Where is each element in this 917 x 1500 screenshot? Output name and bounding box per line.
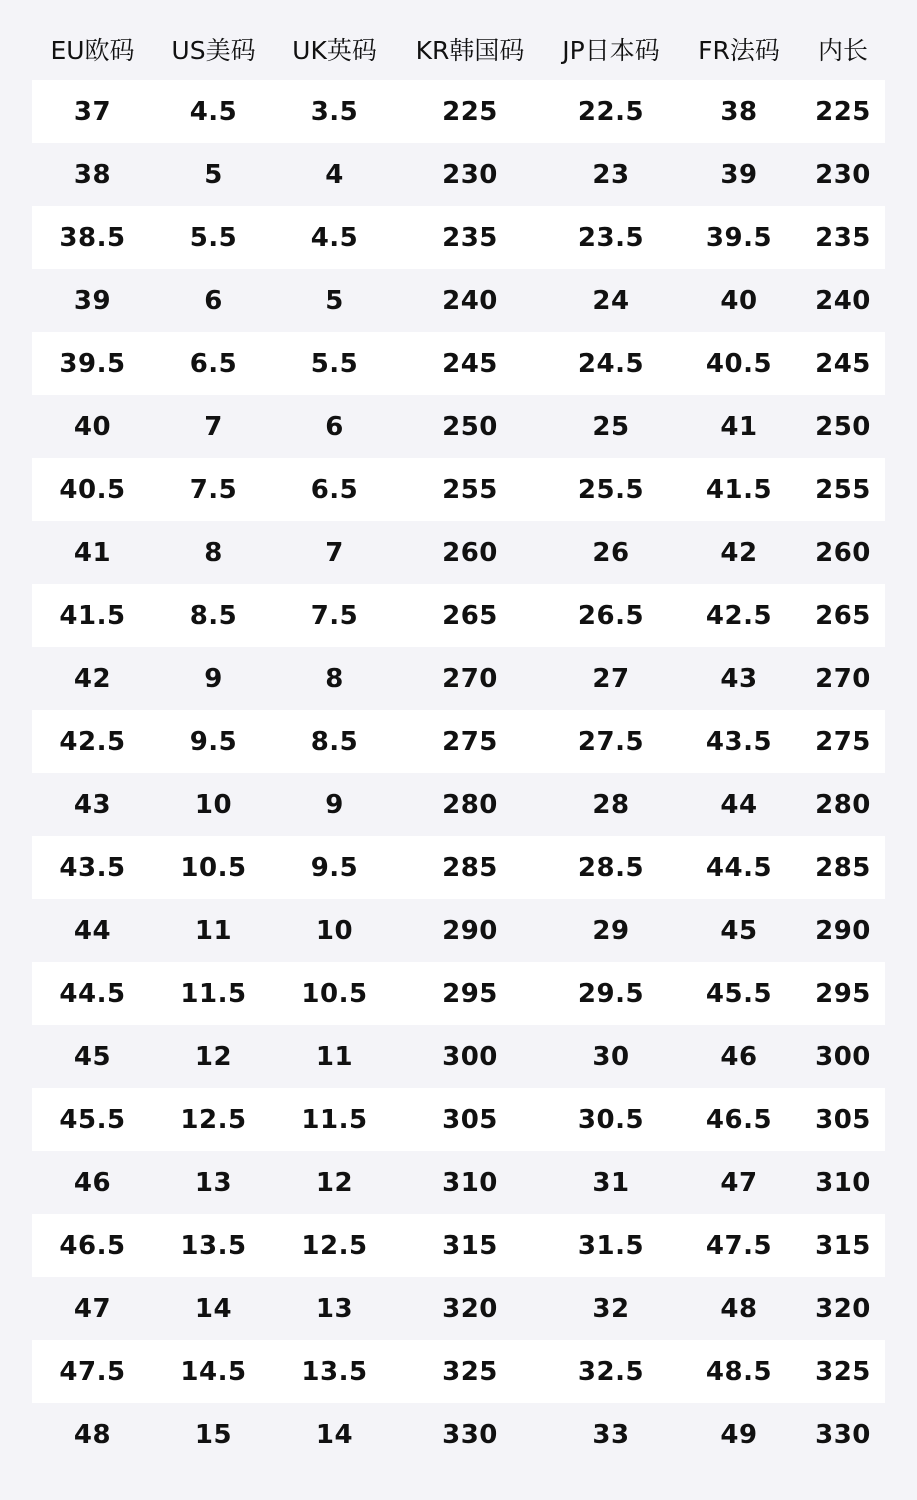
cell-jp: 23.5 (577, 222, 645, 253)
cell-eu: 40.5 (59, 474, 126, 505)
cell-uk: 12 (315, 1167, 354, 1198)
cell-eu: 41 (73, 537, 112, 568)
cell-inner-length: 225 (815, 96, 871, 127)
cell-fr: 43 (720, 663, 758, 694)
cell-eu: 47.5 (59, 1356, 126, 1387)
table-row (32, 710, 885, 773)
cell-jp: 22.5 (577, 96, 645, 127)
cell-uk: 7.5 (310, 600, 359, 631)
cell-inner-length: 300 (815, 1041, 871, 1072)
cell-uk: 8.5 (310, 726, 359, 757)
cell-eu: 46.5 (59, 1230, 126, 1261)
table-row (32, 1340, 885, 1403)
cell-eu: 41.5 (59, 600, 126, 631)
cell-jp: 27 (592, 663, 630, 694)
cell-eu: 46 (73, 1167, 112, 1198)
cell-us: 12 (194, 1041, 233, 1072)
table-row (32, 584, 885, 647)
cell-uk: 12.5 (301, 1230, 368, 1261)
cell-uk: 4.5 (310, 222, 359, 253)
table-body (32, 80, 885, 1466)
cell-inner-length: 260 (815, 537, 871, 568)
header-us: US美码 (171, 35, 256, 65)
cell-kr: 330 (442, 1419, 498, 1450)
cell-fr: 42 (720, 537, 758, 568)
cell-jp: 27.5 (577, 726, 645, 757)
table-header-row (32, 17, 885, 80)
cell-us: 4.5 (189, 96, 238, 127)
cell-kr: 265 (442, 600, 498, 631)
cell-us: 8 (204, 537, 223, 568)
header-uk: UK英码 (292, 35, 377, 65)
size-chart-table (32, 17, 885, 1466)
cell-inner-length: 285 (815, 852, 871, 883)
cell-uk: 4 (325, 159, 344, 190)
cell-eu: 44 (73, 915, 112, 946)
cell-inner-length: 325 (815, 1356, 871, 1387)
table-row (32, 458, 885, 521)
cell-fr: 41.5 (705, 474, 773, 505)
table-row (32, 836, 885, 899)
cell-inner-length: 255 (815, 474, 871, 505)
cell-eu: 39.5 (59, 348, 126, 379)
cell-kr: 240 (442, 285, 498, 316)
table-row (32, 647, 885, 710)
table-row (32, 521, 885, 584)
cell-kr: 260 (442, 537, 498, 568)
cell-inner-length: 275 (815, 726, 871, 757)
cell-fr: 48.5 (705, 1356, 773, 1387)
cell-eu: 45 (73, 1041, 112, 1072)
cell-eu: 38.5 (59, 222, 126, 253)
cell-jp: 32 (592, 1293, 630, 1324)
cell-jp: 28 (592, 789, 630, 820)
cell-us: 11.5 (180, 978, 247, 1009)
cell-uk: 5.5 (310, 348, 359, 379)
cell-fr: 42.5 (705, 600, 773, 631)
cell-us: 7 (204, 411, 223, 442)
cell-inner-length: 315 (815, 1230, 871, 1261)
cell-kr: 285 (442, 852, 498, 883)
cell-inner-length: 295 (815, 978, 871, 1009)
table-row (32, 332, 885, 395)
cell-fr: 39.5 (705, 222, 773, 253)
cell-inner-length: 290 (815, 915, 871, 946)
table-row (32, 1403, 885, 1466)
cell-us: 14 (194, 1293, 233, 1324)
cell-kr: 290 (442, 915, 498, 946)
header-inner-length: 内长 (817, 35, 868, 65)
cell-kr: 270 (442, 663, 498, 694)
cell-eu: 47 (73, 1293, 112, 1324)
cell-inner-length: 265 (815, 600, 871, 631)
cell-us: 5 (204, 159, 223, 190)
cell-uk: 8 (325, 663, 344, 694)
cell-jp: 33 (592, 1419, 630, 1450)
cell-us: 8.5 (189, 600, 238, 631)
cell-jp: 32.5 (577, 1356, 645, 1387)
table-row (32, 80, 885, 143)
cell-kr: 280 (442, 789, 498, 820)
cell-us: 10.5 (180, 852, 247, 883)
cell-eu: 43.5 (59, 852, 126, 883)
cell-jp: 26 (592, 537, 630, 568)
cell-jp: 28.5 (577, 852, 645, 883)
table-row (32, 962, 885, 1025)
cell-uk: 10 (315, 915, 354, 946)
cell-inner-length: 270 (815, 663, 871, 694)
cell-eu: 48 (73, 1419, 112, 1450)
cell-fr: 41 (720, 411, 758, 442)
cell-fr: 45.5 (705, 978, 773, 1009)
cell-fr: 44 (720, 789, 758, 820)
cell-fr: 47.5 (705, 1230, 773, 1261)
cell-kr: 325 (442, 1356, 498, 1387)
cell-us: 12.5 (180, 1104, 247, 1135)
cell-kr: 315 (442, 1230, 498, 1261)
cell-kr: 275 (442, 726, 498, 757)
cell-inner-length: 235 (815, 222, 871, 253)
cell-inner-length: 320 (815, 1293, 871, 1324)
cell-eu: 37 (73, 96, 112, 127)
cell-kr: 250 (442, 411, 498, 442)
cell-fr: 44.5 (705, 852, 773, 883)
cell-us: 13.5 (180, 1230, 247, 1261)
table-row (32, 1277, 885, 1340)
cell-kr: 305 (442, 1104, 498, 1135)
cell-eu: 40 (73, 411, 112, 442)
cell-us: 7.5 (189, 474, 238, 505)
cell-us: 11 (194, 915, 233, 946)
cell-us: 14.5 (180, 1356, 247, 1387)
cell-us: 10 (194, 789, 233, 820)
cell-kr: 245 (442, 348, 498, 379)
cell-uk: 6.5 (310, 474, 359, 505)
cell-uk: 10.5 (301, 978, 368, 1009)
header-fr: FR法码 (698, 35, 780, 65)
cell-jp: 26.5 (577, 600, 645, 631)
table-row (32, 773, 885, 836)
cell-jp: 23 (592, 159, 630, 190)
cell-jp: 29 (592, 915, 630, 946)
cell-inner-length: 305 (815, 1104, 871, 1135)
cell-jp: 29.5 (577, 978, 645, 1009)
cell-eu: 38 (73, 159, 112, 190)
table-row (32, 1088, 885, 1151)
table-row (32, 269, 885, 332)
cell-kr: 320 (442, 1293, 498, 1324)
cell-kr: 235 (442, 222, 498, 253)
cell-eu: 44.5 (59, 978, 126, 1009)
cell-fr: 38 (720, 96, 758, 127)
cell-eu: 45.5 (59, 1104, 126, 1135)
cell-kr: 295 (442, 978, 498, 1009)
cell-fr: 39 (720, 159, 758, 190)
table-row (32, 899, 885, 962)
cell-us: 6 (204, 285, 223, 316)
table-row (32, 395, 885, 458)
table-row (32, 1025, 885, 1088)
cell-uk: 13 (315, 1293, 354, 1324)
cell-inner-length: 310 (815, 1167, 871, 1198)
cell-fr: 49 (720, 1419, 758, 1450)
table-row (32, 206, 885, 269)
cell-uk: 5 (325, 285, 344, 316)
cell-us: 5.5 (189, 222, 238, 253)
cell-uk: 7 (325, 537, 344, 568)
cell-fr: 43.5 (705, 726, 773, 757)
cell-us: 9 (204, 663, 223, 694)
cell-eu: 42 (73, 663, 112, 694)
cell-uk: 11 (315, 1041, 354, 1072)
cell-jp: 31.5 (577, 1230, 645, 1261)
cell-inner-length: 230 (815, 159, 871, 190)
cell-uk: 9 (325, 789, 344, 820)
cell-jp: 31 (592, 1167, 630, 1198)
cell-fr: 47 (720, 1167, 758, 1198)
cell-fr: 40.5 (705, 348, 773, 379)
cell-eu: 42.5 (59, 726, 126, 757)
header-eu: EU欧码 (50, 35, 135, 65)
table-row (32, 143, 885, 206)
cell-jp: 24.5 (577, 348, 645, 379)
cell-uk: 3.5 (310, 96, 359, 127)
cell-us: 13 (194, 1167, 233, 1198)
cell-kr: 225 (442, 96, 498, 127)
cell-inner-length: 250 (815, 411, 871, 442)
cell-jp: 30.5 (577, 1104, 645, 1135)
cell-fr: 45 (720, 915, 758, 946)
cell-kr: 300 (442, 1041, 498, 1072)
cell-us: 6.5 (189, 348, 238, 379)
cell-uk: 6 (325, 411, 344, 442)
cell-kr: 230 (442, 159, 498, 190)
cell-eu: 39 (73, 285, 112, 316)
cell-uk: 9.5 (310, 852, 359, 883)
cell-us: 15 (194, 1419, 233, 1450)
cell-fr: 46.5 (705, 1104, 773, 1135)
cell-fr: 40 (720, 285, 758, 316)
cell-uk: 13.5 (301, 1356, 368, 1387)
cell-us: 9.5 (189, 726, 238, 757)
cell-fr: 48 (720, 1293, 758, 1324)
header-jp: JP日本码 (562, 35, 660, 65)
cell-uk: 11.5 (301, 1104, 368, 1135)
cell-jp: 25 (592, 411, 630, 442)
table-row (32, 1151, 885, 1214)
cell-jp: 24 (592, 285, 630, 316)
cell-kr: 310 (442, 1167, 498, 1198)
cell-inner-length: 330 (815, 1419, 871, 1450)
table-row (32, 1214, 885, 1277)
cell-inner-length: 240 (815, 285, 871, 316)
cell-fr: 46 (720, 1041, 758, 1072)
cell-jp: 25.5 (577, 474, 645, 505)
cell-uk: 14 (315, 1419, 354, 1450)
cell-kr: 255 (442, 474, 498, 505)
header-kr: KR韩国码 (415, 35, 525, 65)
cell-eu: 43 (73, 789, 112, 820)
cell-inner-length: 245 (815, 348, 871, 379)
cell-inner-length: 280 (815, 789, 871, 820)
cell-jp: 30 (592, 1041, 630, 1072)
